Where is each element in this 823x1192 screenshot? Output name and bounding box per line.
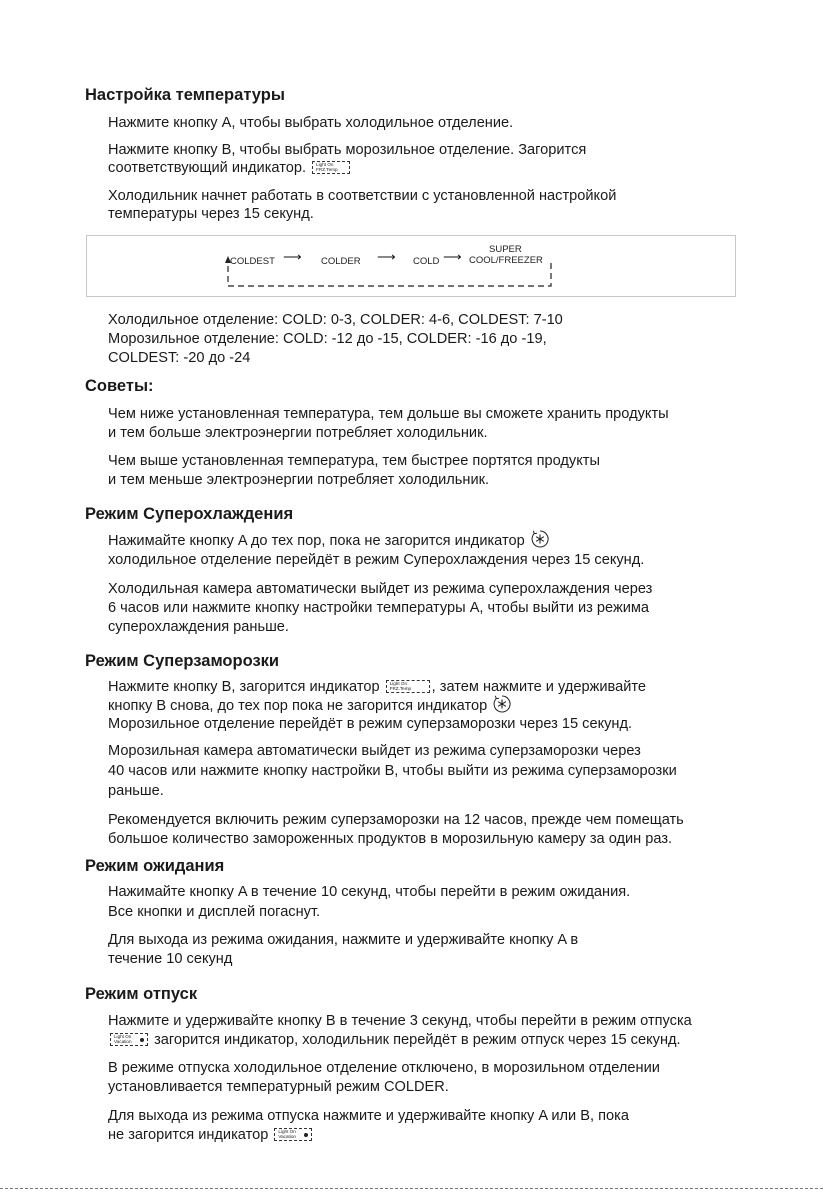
tip2-line2: и тем меньше электроэнергии потребляет холодильник.: [108, 472, 490, 488]
label-coldest: COLDEST: [230, 256, 275, 267]
tip1-line2: и тем больше электроэнергии потребляет холодильник.: [108, 425, 488, 441]
supercool-p2-line2: 6 часов или нажмите кнопку настройки температуры A, чтобы выйти из режима: [108, 600, 650, 616]
vac-indicator-line2: Vacation: [114, 1038, 132, 1044]
vacation-indicator-icon: [274, 1128, 312, 1141]
superfreeze-sentence-start: Нажмите кнопку B, загорится индикатор: [108, 679, 380, 695]
vacation-sentence: загорится индикатор, холодильник перейдёт в режим отпуск через 15 секунд.: [154, 1032, 681, 1048]
superfreeze-p3-line2: большое количество замороженных продуктов в морозильную камеру за один раз.: [108, 831, 673, 847]
superfreeze-p1-line3: Морозильное отделение перейдёт в режим суперзаморозки через 15 секунд.: [108, 716, 633, 732]
label-cold: COLD: [413, 256, 440, 267]
label-colder: COLDER: [321, 256, 361, 267]
frz-temp-indicator-icon: [386, 680, 430, 693]
standby-p1-line2: Все кнопки и дисплей погаснут.: [108, 904, 321, 920]
vacation-indicator-icon: [110, 1033, 148, 1046]
frz-indicator-line2: FRZ.Temp: [389, 685, 412, 691]
vacation-p3-line1: Для выхода из режима отпуска нажмите и удерживайте кнопку A или B, пока: [108, 1108, 629, 1124]
superfreeze-p2-line1: Морозильная камера автоматически выйдет из режима суперзаморозки через: [108, 743, 641, 759]
range-freezer-line2: COLDEST: -20 до -24: [108, 350, 251, 366]
paragraph-start-line1: Холодильник начнет работать в соответствии с установленной настройкой: [108, 188, 617, 204]
arrow-right-icon: ⟶: [443, 249, 462, 264]
vacation-p3-line2: [108, 1126, 314, 1144]
frz-temp-indicator-icon: [312, 161, 350, 174]
super-snowflake-icon: [531, 530, 549, 548]
arrow-right-icon: ⟶: [283, 249, 302, 264]
superfreeze-p2-line3: раньше.: [108, 783, 164, 799]
section-title-standby: Режим ожидания: [85, 857, 225, 875]
frz-indicator-line2: FRZ.Temp: [316, 166, 338, 172]
superfreeze-sentence: кнопку B снова, до тех пор пока не загорится индикатор: [108, 698, 488, 714]
section-title-vacation: Режим отпуск: [85, 985, 198, 1003]
section-title-tips: Советы:: [85, 377, 154, 395]
vacation-p1-line2: [108, 1031, 681, 1049]
paragraph-select-fridge: Нажмите кнопку A, чтобы выбрать холодильное отделение.: [108, 115, 514, 131]
vac-indicator-line1: Light On: [114, 1033, 132, 1039]
indicator-sentence: соответствующий индикатор.: [108, 160, 307, 176]
standby-p1-line1: Нажимайте кнопку A в течение 10 секунд, чтобы перейти в режим ожидания.: [108, 884, 631, 900]
vacation-p1-line1: Нажмите и удерживайте кнопку B в течение 3 секунд, чтобы перейти в режим отпуска: [108, 1013, 692, 1029]
range-freezer-line1: Морозильное отделение: COLD: -12 до -15, COLDER: -16 до -19,: [108, 331, 547, 347]
supercool-p1-line1: [108, 532, 551, 550]
tip1-line1: Чем ниже установленная температура, тем дольше вы сможете хранить продукты: [108, 406, 669, 422]
vac-indicator-line1: Light On: [278, 1128, 296, 1134]
superfreeze-p1-line1: [108, 678, 646, 696]
vacation-p2-line2: установливается температурный режим COLDER.: [108, 1079, 449, 1095]
arrow-right-icon: ⟶: [377, 249, 396, 264]
frz-indicator-line1: Light On: [389, 680, 408, 686]
paragraph-select-freezer-line2: [108, 159, 352, 177]
supercool-p2-line3: суперохлаждения раньше.: [108, 619, 289, 635]
superfreeze-sentence-end: , затем нажмите и удерживайте: [431, 679, 646, 695]
super-snowflake-icon: [493, 695, 511, 713]
standby-p2-line1: Для выхода из режима ожидания, нажмите и удерживайте кнопку A в: [108, 932, 579, 948]
range-fridge: Холодильное отделение: COLD: 0-3, COLDER: 4-6, COLDEST: 7-10: [108, 312, 563, 328]
supercool-p2-line1: Холодильная камера автоматически выйдет из режима суперохлаждения через: [108, 581, 653, 597]
supercool-sentence: Нажимайте кнопку A до тех пор, пока не загорится индикатор: [108, 533, 525, 549]
frz-indicator-line1: Light On: [316, 161, 334, 167]
paragraph-start-line2: температуры через 15 секунд.: [108, 206, 314, 222]
section-title-supercool: Режим Суперохлаждения: [85, 505, 294, 523]
section-title-temperature: Настройка температуры: [85, 86, 285, 104]
superfreeze-p2-line2: 40 часов или нажмите кнопку настройки B, чтобы выйти из режима суперзаморозки: [108, 763, 677, 779]
supercool-p1-line2: холодильное отделение перейдёт в режим Суперохлаждения через 15 секунд.: [108, 552, 645, 568]
vacation-exit-sentence: не загорится индикатор: [108, 1127, 269, 1143]
standby-p2-line2: течение 10 секунд: [108, 951, 233, 967]
vacation-p2-line1: В режиме отпуска холодильное отделение отключено, в морозильном отделении: [108, 1060, 660, 1076]
cycle-loop-lines: [87, 236, 737, 298]
tip2-line1: Чем выше установленная температура, тем быстрее портятся продукты: [108, 453, 600, 469]
vac-indicator-line2: Vacation: [278, 1133, 296, 1139]
label-super-line2: COOL/FREEZER: [469, 255, 543, 266]
paragraph-select-freezer-line1: Нажмите кнопку B, чтобы выбрать морозильное отделение. Загорится: [108, 142, 587, 158]
section-title-superfreeze: Режим Суперзаморозки: [85, 652, 280, 670]
temperature-cycle-diagram: [86, 235, 736, 297]
page-bottom-divider: [0, 1188, 823, 1189]
label-super-line1: SUPER: [489, 244, 522, 255]
superfreeze-p3-line1: Рекомендуется включить режим суперзаморозки на 12 часов, прежде чем помещать: [108, 812, 684, 828]
superfreeze-p1-line2: [108, 697, 513, 715]
